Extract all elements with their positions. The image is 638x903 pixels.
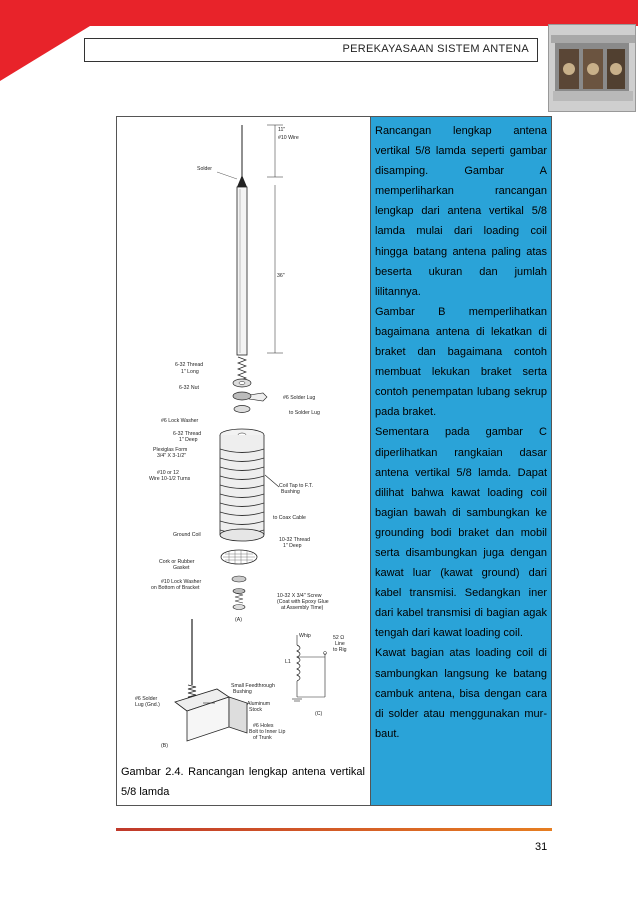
label-screw: 10-32 X 3/4" Screw: [277, 593, 322, 599]
figure-caption: Gambar 2.4. Rancangan lengkap antena vertikal 5/8 lamda: [121, 766, 365, 798]
header-title: PEREKAYASAAN SISTEM ANTENA: [342, 43, 529, 55]
label-thread-632-len: 1" Long: [181, 369, 199, 375]
label-c: (C): [315, 711, 323, 717]
antenna-photo: [548, 24, 636, 112]
footer-rule: [116, 828, 552, 831]
label-top-dim: 11": [278, 127, 286, 133]
label-solder-lug-gnd: #6 Solder: [135, 696, 158, 702]
paragraph: Sementara pada gambar C diperlihatkan rangkaian dasar antena vertikal 5/8 lamda. Dapat dilihat bahwa kawat loading coil bagian bawah di sambungkan ke grounding bodi braket dan mobil serta disambungkan juga dengan kawat luar (kawat ground) dari kabel transmisi. Sedangkan iner dari kabel transmisi di bagian agak tengah dari kawat loading coil.: [375, 426, 547, 640]
label-cork: Cork or Rubber: [159, 559, 195, 565]
label-thread-632: 6-32 Thread: [175, 362, 204, 368]
label-aluminum: Aluminum: [247, 701, 271, 707]
header-title-box: [84, 38, 538, 62]
label-screw-2: (Coat with Epoxy Glue: [277, 599, 329, 605]
label-wire-turns: Wire 10-1/2 Turns: [149, 476, 191, 482]
label-lock-washer-6: #6 Lock Washer: [161, 418, 199, 424]
paragraph: Kawat bagian atas loading coil di sambungkan langsung ke batang cambuk antena, bisa dengan cara di solder atau menggunakan mur- baut.: [375, 647, 547, 740]
antenna-diagram: [117, 117, 371, 757]
label-thread-632-b: 6-32 Thread: [173, 431, 202, 437]
label-ground-coil: Ground Coil: [173, 532, 201, 538]
label-b: (B): [161, 743, 168, 749]
label-wire-10-12: #10 or 12: [157, 470, 179, 476]
label-lock-washer-10-2: on Bottom of Bracket: [151, 585, 200, 591]
paragraph: Rancangan lengkap antena vertikal 5/8 lamda seperti gambar disamping. Gambar A memperliharkan rancangan lengkap dari antena vertikal 5/8 lamda mulai dari loading coil hingga batang antena paling atas beserta ukuran dan jumlah lilitannya.: [375, 125, 547, 298]
label-feedthrough-2: Bushing: [233, 689, 252, 695]
antenna-photo-image: [549, 25, 636, 112]
label-nut-632: 6-32 Nut: [179, 385, 199, 391]
label-coil-tap: Coil Tap to F.T.: [279, 483, 313, 489]
body-text: [375, 121, 547, 744]
solder-tip: [237, 175, 247, 187]
label-lock-washer-10: #10 Lock Washer: [161, 579, 202, 585]
label-solder-lug-gnd-2: Lug (Gnd.): [135, 702, 160, 708]
label-coil-tap-2: Bushing: [281, 489, 300, 495]
label-thread-1032: 10-32 Thread: [279, 537, 311, 543]
content-table: [116, 116, 552, 806]
label-to-rig: to Rig: [333, 647, 347, 653]
label-holes-3: of Trunk: [253, 735, 272, 741]
header-red-band: [0, 0, 638, 26]
paragraph: Gambar B memperlihatkan bagaimana antena di lekatkan di braket dan bagaimana contoh membuat lekukan braket serta contoh penempatan lubang sekrup pada braket.: [375, 305, 547, 419]
label-rod-dim: 36": [277, 273, 285, 279]
label-screw-3: at Assembly Time): [281, 605, 324, 611]
label-feedthrough: Small Feedthrough: [231, 683, 275, 689]
page-number: 31: [535, 841, 548, 853]
label-aluminum-2: Stock: [249, 707, 262, 713]
label-a: (A): [235, 617, 242, 623]
label-thread-632-deep: 1" Deep: [179, 437, 198, 443]
label-to-coax: to Coax Cable: [273, 515, 306, 521]
label-plexiglas: Plexiglas Form: [153, 447, 188, 453]
label-l1: L1: [285, 659, 291, 665]
label-to-lug: to Solder Lug: [289, 410, 320, 416]
label-whip: Whip: [299, 633, 311, 639]
figure-cell: [117, 117, 371, 805]
header-red-corner: [0, 26, 90, 81]
label-cork-2: Gasket: [173, 565, 190, 571]
label-holes-2: Bolt to Inner Lip: [249, 729, 286, 735]
whip-rod: [237, 187, 247, 355]
label-wire-10: #10 Wire: [278, 135, 299, 141]
label-lug-6: #6 Solder Lug: [283, 395, 316, 401]
label-thread-1032-deep: 1" Deep: [283, 543, 302, 549]
text-cell: [371, 117, 551, 805]
label-ohm: 52 Ω: [333, 635, 345, 641]
label-plexiglas-size: 3/4" X 3-1/2": [157, 453, 187, 459]
label-solder: Solder: [197, 166, 212, 172]
label-line: Line: [335, 641, 345, 647]
label-holes: #6 Holes: [253, 723, 274, 729]
